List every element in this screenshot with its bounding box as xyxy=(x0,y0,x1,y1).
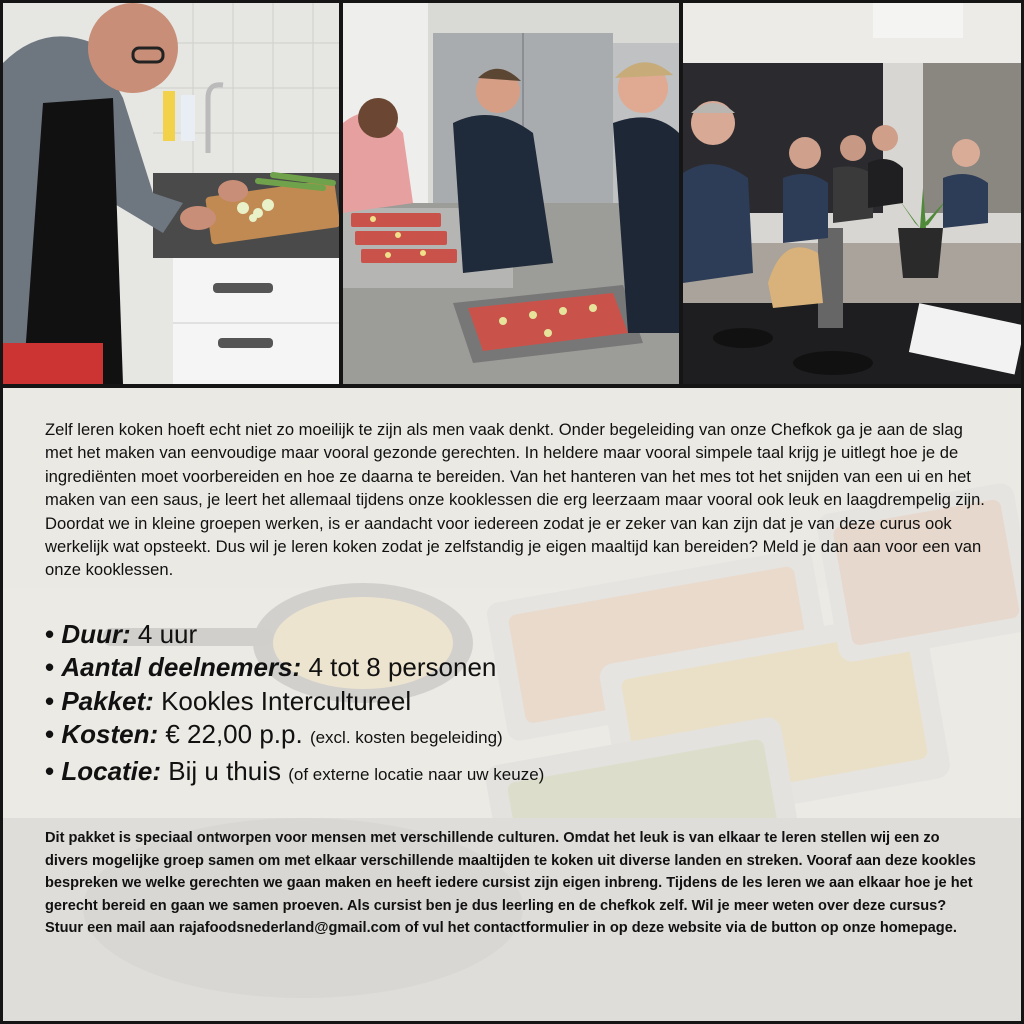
fact-label: Locatie: xyxy=(61,755,162,786)
bullet: • xyxy=(45,652,55,683)
photo-pizza-class xyxy=(343,3,679,384)
info-panel xyxy=(3,388,1021,1021)
closing-paragraph: Dit pakket is speciaal ontworpen voor mensen met verschillende culturen. Omdat het leuk is van elkaar te leren stellen wij een zo divers mogelijke groep samen om met elkaar verschillende maaltijden te koken uit diverse landen en streken. Vooraf aan deze kookles bespreken we welke gerechten we gaan maken en heeft iedere cursist zijn eigen inbreng. Tijdens de les leren we aan elkaar hoe je het gerecht bereid en gaan we samen proeven. Als cursist ben je dus leerling en de chefkok zelf. Wil je meer weten over deze cursus? Stuur een mail aan rajafoodsnederland@gmail.com of vul het contactformulier in op deze website via de button op onze homepage. xyxy=(45,830,976,936)
fact-duration xyxy=(45,618,985,652)
fact-label: Duur: xyxy=(61,618,131,649)
photo-group-cooking xyxy=(683,3,1021,384)
fact-label: Kosten: xyxy=(61,719,159,750)
fact-label: Aantal deelnemers: xyxy=(61,652,302,683)
bullet: • xyxy=(45,685,55,716)
fact-location xyxy=(45,755,985,792)
fact-value: 4 tot 8 personen xyxy=(308,652,497,683)
bullet: • xyxy=(45,719,55,750)
fact-costs xyxy=(45,718,985,755)
bullet: • xyxy=(45,618,55,649)
course-facts-list xyxy=(45,618,985,792)
fact-value: Bij u thuis xyxy=(168,755,281,786)
fact-note: (excl. kosten begeleiding) xyxy=(309,728,503,748)
intro-paragraph: Zelf leren koken hoeft echt niet zo moeilijk te zijn als men vaak denkt. Onder begeleiding van onze Chefkok ga je aan de slag met het maken van eenvoudige maar vooral gezonde gerechten. In heldere maar vooral simpele taal krijg je uitlegt hoe je de ingrediënten moet voorbereiden en hoe ze daarna te bereiden. Van het hanteren van het mes tot het snijden van een ui en het maken van een saus, je leert het allemaal tijdens onze kooklessen die erg leerzaam maar vooral ook leuk en laagdrempelig zijn. Doordat we in kleine groepen werken, is er aandacht voor iedereen zodat je er zeker van kan zijn dat je van deze curus ook werkelijk wat opsteekt. Dus wil je leren koken zodat je zelfstandig je eigen maaltijd kan bereiden? Meld je dan aan voor een van onze kooklessen. xyxy=(45,420,985,580)
fact-participants xyxy=(45,651,985,685)
bullet: • xyxy=(45,755,55,786)
text-content xyxy=(45,418,985,939)
fact-note: (of externe locatie naar uw keuze) xyxy=(288,764,545,784)
fact-value: 4 uur xyxy=(137,618,198,649)
fact-label: Pakket: xyxy=(61,685,154,716)
fact-package xyxy=(45,685,985,719)
photo-chef-chopping xyxy=(3,3,339,384)
fact-value: Kookles Intercultureel xyxy=(161,685,412,716)
fact-value: € 22,00 p.p. xyxy=(165,719,303,750)
